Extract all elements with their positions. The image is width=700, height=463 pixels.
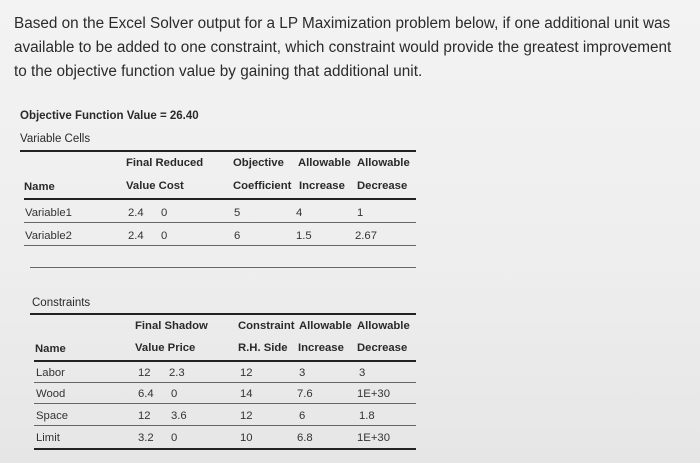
objective-value: Objective Function Value = 26.40 (20, 110, 199, 122)
header-name: Name (35, 343, 66, 355)
row-decrease: 1E+30 (357, 432, 390, 444)
table-bottom-rule (30, 267, 416, 268)
row-decrease: 2.67 (355, 230, 377, 242)
row-rh-side: 12 (240, 367, 253, 379)
question-text: Based on the Excel Solver output for a LP Maximization problem below, if one additional unit was available to be added to one constraint, which constraint would provide the greatest improvement to the objective function value by gaining that additional unit. (14, 15, 672, 80)
row-rule (24, 222, 416, 223)
row-shadow-price: 0 (171, 388, 178, 400)
row-rule (34, 403, 416, 404)
header-value-price: Value Price (135, 342, 196, 354)
row-name: Labor (36, 367, 65, 379)
row-decrease: 3 (359, 367, 366, 379)
row-final-value: 3.2 (138, 432, 154, 444)
row-rule (34, 425, 416, 426)
table-top-rule (20, 150, 416, 152)
header-increase: Increase (299, 180, 345, 192)
row-shadow-price: 0 (171, 432, 178, 444)
header-increase: Increase (298, 342, 344, 354)
row-name: Limit (36, 432, 60, 444)
row-reduced-cost: 0 (161, 207, 168, 219)
row-rule (24, 245, 416, 246)
row-rh-side: 14 (240, 388, 253, 400)
row-decrease: 1 (357, 207, 364, 219)
row-final-value: 12 (138, 367, 151, 379)
row-reduced-cost: 0 (161, 230, 168, 242)
row-increase: 3 (299, 367, 306, 379)
header-allowable-2: Allowable (357, 320, 410, 332)
constraints-top-rule (30, 313, 416, 315)
variable-cells-title: Variable Cells (20, 133, 91, 145)
header-rh-side: R.H. Side (238, 342, 288, 354)
header-value-cost: Value Cost (126, 180, 184, 192)
row-final-value: 12 (138, 410, 151, 422)
header-name: Name (24, 181, 55, 193)
table-bottom-rule (34, 448, 416, 450)
row-rule (34, 382, 416, 383)
header-final-reduced: Final Reduced (126, 157, 204, 169)
row-decrease: 1E+30 (357, 388, 390, 400)
header-rule (24, 198, 416, 200)
row-increase: 4 (296, 207, 303, 219)
row-name: Variable1 (25, 207, 72, 219)
row-increase: 6.8 (297, 432, 313, 444)
header-coefficient: Coefficient (233, 180, 292, 192)
row-final-value: 2.4 (128, 230, 144, 242)
row-increase: 1.5 (296, 230, 312, 242)
header-decrease: Decrease (357, 342, 408, 354)
row-coefficient: 6 (234, 230, 241, 242)
header-constraint: Constraint (238, 320, 295, 332)
header-final-shadow: Final Shadow (135, 320, 208, 332)
header-decrease: Decrease (357, 180, 408, 192)
row-coefficient: 5 (234, 207, 241, 219)
header-allowable-1: Allowable (298, 157, 351, 169)
row-rh-side: 12 (240, 410, 253, 422)
row-rh-side: 10 (240, 432, 253, 444)
row-increase: 7.6 (297, 388, 313, 400)
row-shadow-price: 2.3 (169, 367, 185, 379)
row-name: Wood (36, 388, 66, 400)
header-objective: Objective (233, 157, 284, 169)
constraints-title: Constraints (32, 297, 91, 309)
row-decrease: 1.8 (359, 410, 375, 422)
row-final-value: 2.4 (128, 207, 144, 219)
row-name: Variable2 (25, 230, 72, 242)
header-allowable-1: Allowable (299, 320, 352, 332)
row-increase: 6 (299, 410, 306, 422)
header-allowable-2: Allowable (357, 157, 410, 169)
row-final-value: 6.4 (138, 388, 154, 400)
header-rule (34, 360, 416, 362)
row-name: Space (36, 410, 69, 422)
row-shadow-price: 3.6 (171, 410, 187, 422)
